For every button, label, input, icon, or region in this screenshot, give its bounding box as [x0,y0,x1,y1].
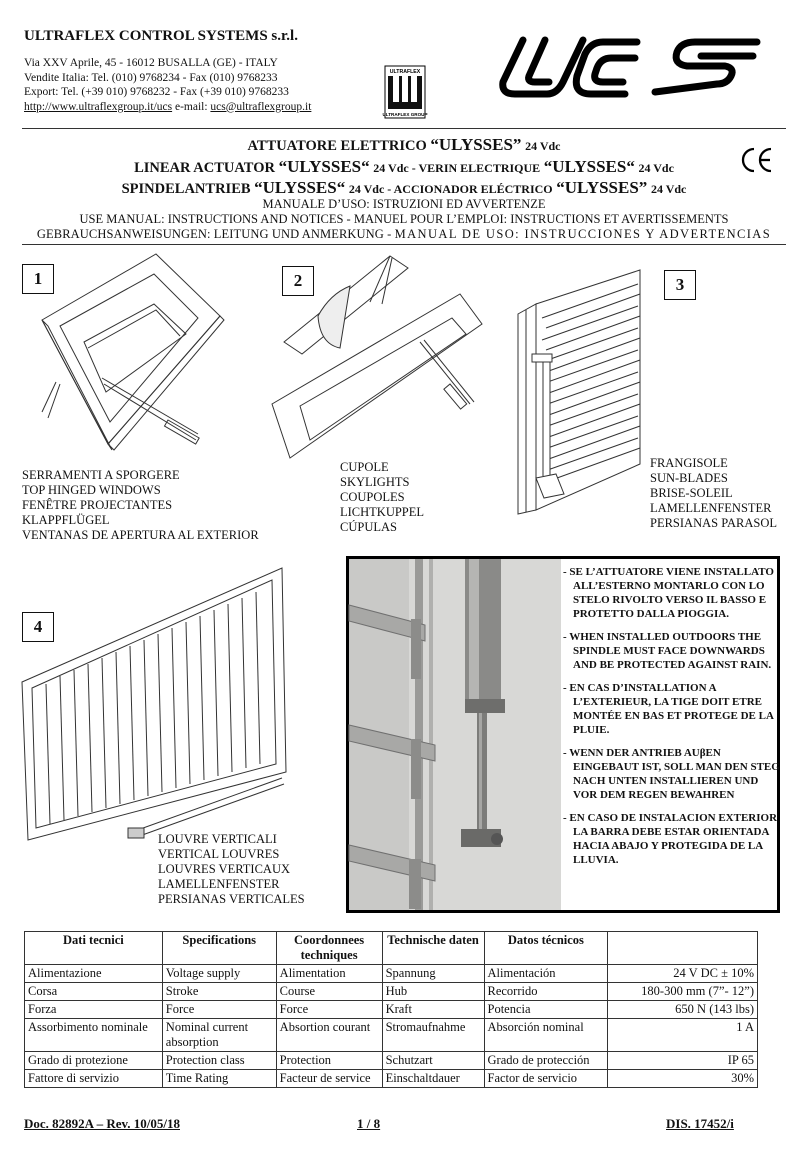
warning-fr: - EN CAS D’INSTALLATION A L’EXTERIEUR, LA TIGE DOIT ETRE MONTÉE EN BAS ET PROTEGE DE LA PLUIE. [563,682,774,736]
sales-italy-line: Vendite Italia: Tel. (010) 9768234 - Fax (010) 9768233 [24,71,278,84]
table-row: Grado di protezione Protection class Protection Schutzart Grado de protección IP 65 [25,1052,758,1070]
ucs-logo [495,30,770,102]
figure-3-number: 3 [664,270,696,300]
ultraflex-group-logo [382,66,428,118]
actuator-installation-photo [349,559,561,910]
figure-1-captions: SERRAMENTI A SPORGERE TOP HINGED WINDOWS FENÊTRE PROJECTANTES KLAPPFLÜGEL VENTANAS DE APERTURA AL EXTERIOR [22,468,259,542]
website-link[interactable]: http://www.ultraflexgroup.it/ucs [24,100,173,113]
technical-data-table [24,931,758,1088]
outdoor-installation-warning-box [346,556,780,913]
warning-de: - WENN DER ANTRIEB AUβEN EINGEBAUT IST, SOLL MAN DEN STEG NACH UNTEN INSTALLIEREN UND VOR DEM REGEN BEWAHREN [563,747,780,801]
logo-text-top: ULTRAFLEX [389,69,421,75]
title-line-3: SPINDELANTRIEB “ULYSSES“ 24 Vdc - ACCIONADOR ELÉCTRICO “ULYSSES” 24 Vdc [121,178,687,197]
company-address-block [24,56,311,114]
table-header: Specifications [162,932,276,965]
drawing-reference: DIS. 17452/i [666,1116,734,1131]
email-link[interactable]: ucs@ultraflexgroup.it [210,100,312,113]
table-row: Corsa Stroke Course Hub Recorrido 180-300 mm (7”- 12”) [25,983,758,1001]
table-header: Technische daten [382,932,484,965]
header-rule [22,128,786,129]
vertical-louvres-drawing [20,566,288,842]
doc-reference: Doc. 82892A – Rev. 10/05/18 [24,1116,180,1131]
figure-1-number: 1 [22,264,54,294]
address-line: Via XXV Aprile, 45 - 16012 BUSALLA (GE) - ITALY [24,57,278,69]
email-label: e-mail: [174,100,208,113]
table-row: Assorbimento nominale Nominal current absorption Absortion courant Stromaufnahme Absorción nominal 1 A [25,1019,758,1052]
table-header-row [25,932,758,965]
page-number: 1 / 8 [357,1116,381,1131]
table-header: Datos técnicos [484,932,608,965]
title-line-1: ATTUATORE ELETTRICO “ULYSSES” 24 Vdc [247,135,561,154]
table-header: Coordonnees techniques [276,932,382,965]
manual-line-2: USE MANUAL: INSTRUCTIONS AND NOTICES - MANUEL POUR L’EMPLOI: INSTRUCTIONS ET AVERTISSEMENTS [79,212,729,226]
ce-mark-icon [740,146,774,174]
table-header: Dati tecnici [25,932,163,965]
web-line [24,100,311,115]
manual-line-3: GEBRAUCHSANWEISUNGEN: LEITUNG UND ANMERKUNG - MANUAL DE USO: INSTRUCCIONES Y ADVERTENCIAS [36,227,772,241]
figure-4-number: 4 [22,612,54,642]
export-line: Export: Tel. (+39 010) 9768232 - Fax (+39 010) 9768233 [24,86,289,98]
warning-it: - SE L’ATTUATORE VIENE INSTALLATO ALL’ESTERNO MONTARLO CON LO STELO RIVOLTO VERSO IL BASSO E PROTETTO DALLA PIOGGIA. [563,566,774,620]
warning-en: - WHEN INSTALLED OUTDOORS THE SPINDLE MUST FACE DOWNWARDS AND BE PROTECTED AGAINST RAIN. [563,631,772,671]
title-line-2: LINEAR ACTUATOR “ULYSSES“ 24 Vdc - VERIN ELECTRIQUE “ULYSSES“ 24 Vdc [134,157,674,176]
sun-blades-drawing [516,262,646,516]
manual-rule [22,244,786,245]
figure-4-captions: LOUVRE VERTICALI VERTICAL LOUVRES LOUVRES VERTICAUX LAMELLENFENSTER PERSIANAS VERTICALES [158,832,305,906]
figure-2-captions: CUPOLE SKYLIGHTS COUPOLES LICHTKUPPEL CÚPULAS [340,460,425,534]
company-name: ULTRAFLEX CONTROL SYSTEMS s.r.l. [24,28,298,44]
warning-text [561,565,781,876]
warning-es: - EN CASO DE INSTALACION EXTERIOR LA BARRA DEBE ESTAR ORIENTADA HACIA ABAJO Y PROTEGIDA DE LA LLUVIA. [563,812,778,866]
logo-text-bottom: ULTRAFLEX GROUP [382,112,428,117]
manual-line-1: MANUALE D’USO: ISTRUZIONI ED AVVERTENZE [262,197,546,211]
table-row: Forza Force Force Kraft Potencia 650 N (143 lbs) [25,1001,758,1019]
table-header [608,932,758,965]
top-hinged-window-drawing [38,252,238,462]
skylight-drawing [270,254,510,466]
figure-3-captions: FRANGISOLE SUN-BLADES BRISE-SOLEIL LAMELLENFENSTER PERSIANAS PARASOL [650,456,778,530]
table-row: Alimentazione Voltage supply Alimentation Spannung Alimentación 24 V DC ± 10% [25,965,758,983]
figure-2-number: 2 [282,266,314,296]
table-row: Fattore di servizio Time Rating Facteur de service Einschaltdauer Factor de servicio 30% [25,1070,758,1088]
